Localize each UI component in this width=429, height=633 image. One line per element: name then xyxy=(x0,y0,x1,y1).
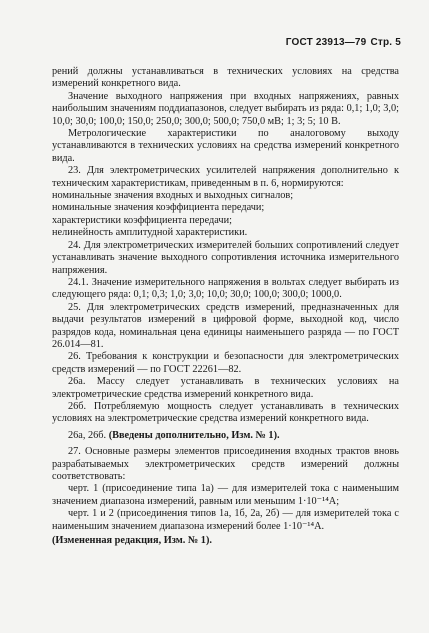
amendment-ref: 26а, 26б. xyxy=(68,429,109,441)
paragraph: Значение выходного напряжения при входных напряжениях, равных наибольшим значениям поддиапазонов, следует выбирать из ряда: 0,1; 1,0; 3,0; 10,0; 30,0; 100,0; 150,0; 250,0; 300,0; 500,0; 750,0 мВ; 1; 3; 5; 10 В. xyxy=(52,90,399,127)
paragraph: Метрологические характеристики по аналоговому выходу устанавливаются в технических условиях на средства измерений конкретного вида. xyxy=(52,128,399,164)
amendment-note: (Измененная редакция, Изм. № 1). xyxy=(52,535,212,547)
paragraph: 25. Для электрометрических средств измерений, предназначенных для выдачи результатов измерений в цифровой форме, выходной код, число разрядов кода, номинальная цена единицы наименьшего разряда — по ГОСТ 26.014—81. xyxy=(52,301,399,350)
list-item: номинальные значения входных и выходных сигналов; xyxy=(52,190,294,202)
paragraph: 26б. Потребляемую мощность следует устанавливать в технических условиях на электрометрические средства измерений конкретного вида. xyxy=(52,400,399,425)
page-number: Стр. 5 xyxy=(370,37,401,48)
list-item: номинальные значения коэффициента передачи; xyxy=(52,202,265,214)
list-item: нелинейность амплитудной характеристики. xyxy=(52,227,248,239)
amendment-note xyxy=(52,430,399,442)
paragraph: черт. 1 и 2 (присоединения типов 1а, 1б, 2а, 2б) — для измерителей тока с наименьшим значением диапазона измерений более 1·10⁻¹⁴А. xyxy=(52,508,399,532)
page-header xyxy=(286,37,401,48)
paragraph: 24. Для электрометрических измерителей больших сопротивлений следует устанавливать значение выходного сопротивления источника измерительного напряжения. xyxy=(52,239,399,276)
paragraph: рений должны устанавливаться в технических условиях на средства измерений конкретного вида. xyxy=(52,66,399,90)
paragraph: 27. Основные размеры элементов присоединения входных трактов вновь разрабатываемых электрометрических средств измерений должны соответствовать: xyxy=(52,446,399,482)
paragraph: черт. 1 (присоединение типа 1а) — для измерителей тока с наименьшим значением диапазона измерений, равным или меньшим 1·10⁻¹⁴А; xyxy=(52,483,399,507)
standard-number: ГОСТ 23913—79 xyxy=(285,37,367,48)
paragraph: 24.1. Значение измерительного напряжения в вольтах следует выбирать из следующего ряда: 0,1; 0,3; 1,0; 3,0; 10,0; 30,0; 100,0; 300,0; 1000,0. xyxy=(52,276,399,301)
list-item: характеристики коэффициента передачи; xyxy=(52,214,232,226)
paragraph: 26а. Массу следует устанавливать в технических условиях на электрометрические средства измерений конкретного вида. xyxy=(52,376,399,400)
amendment-text: (Введены дополнительно, Изм. № 1). xyxy=(108,429,280,441)
paragraph: 23. Для электрометрических усилителей напряжения дополнительно к техническим характеристикам, приведенным в п. 6, нормируются: xyxy=(52,165,399,189)
document-body xyxy=(52,66,399,547)
paragraph: 26. Требования к конструкции и безопасности для электрометрических средств измерений — по ГОСТ 22261—82. xyxy=(52,351,399,375)
